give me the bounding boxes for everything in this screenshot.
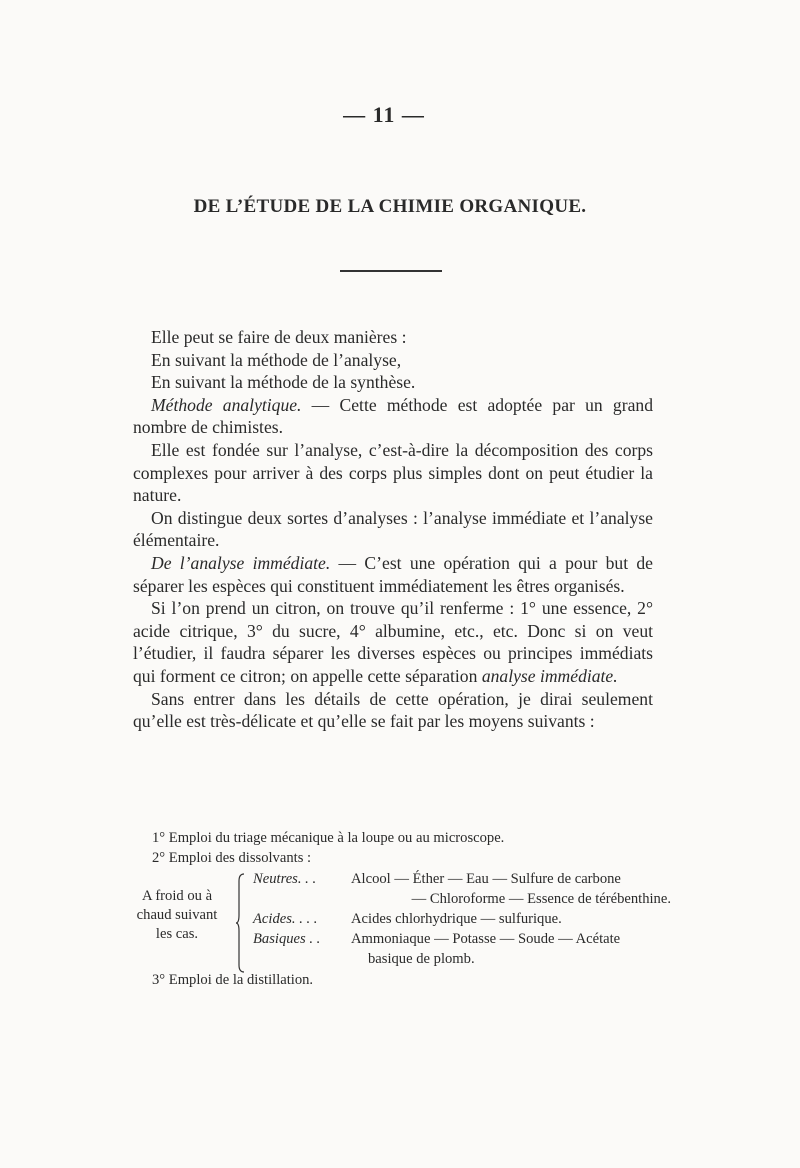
curly-brace-icon — [235, 873, 245, 973]
list-item: 3° Emploi de la distillation. — [152, 972, 314, 988]
paragraph-decomposition: Elle est fondée sur l’analyse, c’est-à-dire la décomposition des corps complexes pour arriver à des corps plus simples dont on peut étudier la nature. — [133, 439, 653, 506]
conditions-line: les cas. — [155, 926, 199, 942]
immediate-analysis-title: De l’analyse immédiate. — [151, 552, 331, 573]
paragraph-method-synthesis: En suivant la méthode de la synthèse. — [151, 372, 416, 393]
category-bases: Basiques . . — [253, 931, 321, 947]
paragraph-method-analysis: En suivant la méthode de l’analyse, — [151, 349, 402, 370]
paragraph-intro: Elle peut se faire de deux manières : — [151, 327, 407, 347]
paragraph-immediate-analysis — [133, 552, 653, 597]
analytic-method-text: — Cette méthode est adoptée par un grand nombre de chimistes. — [133, 394, 653, 438]
category-neutral: Neutres. . . — [253, 871, 317, 887]
title-rule — [340, 270, 442, 272]
body-text — [133, 326, 653, 733]
conditions-line: chaud suivant — [136, 907, 218, 923]
category-acids: Acides. . . . — [253, 911, 318, 927]
lemon-example-text: Si l’on prend un citron, on trouve qu’il renferme : 1° une essence, 2° acide citrique, 3° du sucre, 4° albumine, etc., etc. Donc si on veut l’étudier, il faudra séparer les diverses espèces ou principes immédiats qui forment ce citron; on appelle cette séparation — [133, 598, 653, 686]
acid-solvents: Acides chlorhydrique — sulfurique. — [351, 911, 562, 927]
page-number: — 11 — — [343, 102, 425, 127]
immediate-analysis-text: — C’est une opération qui a pour but de séparer les espèces qui constituent immédiatement les êtres organisés. — [133, 552, 653, 596]
list-item: 1° Emploi du triage mécanique à la loupe ou au microscope. — [152, 830, 505, 846]
solvents-table — [118, 869, 678, 974]
analytic-method-title: Méthode analytique. — [151, 394, 302, 415]
conditions-label — [118, 887, 236, 944]
chapter-heading: DE L’ÉTUDE DE LA CHIMIE ORGANIQUE. — [193, 196, 587, 217]
neutral-solvents-continued: — Chloroforme — Essence de térébenthine. — [411, 891, 671, 907]
list-item: 2° Emploi des dissolvants : — [152, 850, 312, 866]
paragraph-analysis-kinds: On distingue deux sortes d’analyses : l’analyse immédiate et l’analyse élémentaire. — [133, 507, 653, 551]
basic-solvents-continued: basique de plomb. — [368, 951, 475, 967]
lemon-example-italic: analyse immédiate. — [481, 665, 618, 686]
basic-solvents: Ammoniaque — Potasse — Soude — Acétate — [351, 931, 621, 947]
paragraph-analytic-method — [133, 394, 653, 439]
paragraph-lemon-example — [133, 597, 653, 687]
neutral-solvents: Alcool — Éther — Eau — Sulfure de carbone — [351, 871, 621, 887]
methods-list — [118, 828, 678, 990]
conditions-line: A froid ou à — [141, 888, 213, 904]
paragraph-means: Sans entrer dans les détails de cette opération, je dirai seulement qu’elle est très-délicate et qu’elle se fait par les moyens suivants : — [133, 688, 653, 732]
